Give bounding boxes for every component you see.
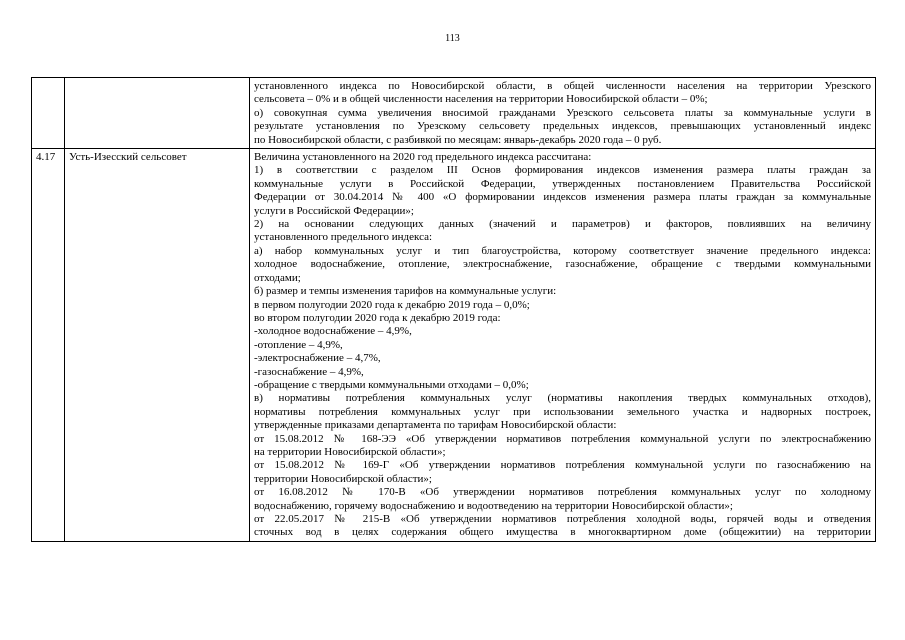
text-line: от 16.08.2012 № 170-В «Об утверждении нормативов потребления коммунальных услуг по холодному: [254, 486, 871, 499]
text-line: коммунальные услуги в Российской Федерации, утвержденных постановлением Правительства Российской: [254, 177, 871, 190]
text-line: -обращение с твердыми коммунальными отходами – 0,0%;: [254, 378, 529, 391]
settlement-name-cell: [65, 78, 250, 149]
text-line: территории Новосибирской области»;: [254, 472, 432, 485]
table-row: [32, 78, 876, 149]
text-line: установленного предельного индекса:: [254, 231, 433, 244]
text-line: холодное водоснабжение, отопление, электроснабжение, газоснабжение, обращение с твердыми коммунальными: [254, 258, 871, 271]
calculation-description-cell: [250, 149, 876, 542]
table-body: [32, 78, 876, 542]
text-line: во втором полугодии 2020 года к декабрю 2019 года:: [254, 311, 501, 324]
text-line: 2) на основании следующих данных (значений и параметров) и факторов, повлиявших на величину: [254, 218, 871, 231]
text-line: б) размер и темпы изменения тарифов на коммунальные услуги:: [254, 285, 557, 298]
text-line: -холодное водоснабжение – 4,9%,: [254, 325, 412, 338]
tariff-index-table: [31, 77, 876, 542]
text-line: от 15.08.2012 № 168-ЭЭ «Об утверждении нормативов потребления коммунальной услуги по электроснабжению: [254, 432, 871, 445]
text-line: о) совокупная сумма увеличения вносимой гражданами Урезского сельсовета платы за коммунальные услуги в: [254, 106, 871, 119]
text-line: отходами;: [254, 271, 301, 284]
text-line: услуги в Российской Федерации»;: [254, 204, 414, 217]
row-number-cell: [32, 78, 65, 149]
text-line: по Новосибирской области, с разбивкой по месяцам: январь-декабрь 2020 года – 0 руб.: [254, 133, 662, 146]
text-line: -отопление – 4,9%,: [254, 338, 343, 351]
text-line: результате установления по Урезскому сельсовету предельных индексов, превышающих установленный индекс: [254, 120, 871, 133]
table-row: [32, 149, 876, 542]
text-line: сточных вод в целях содержания общего имущества в многоквартирном доме (общежитии) на территории: [254, 526, 871, 539]
text-line: водоснабжению, горячему водоснабжению и водоотведению на территории Новосибирской области»;: [254, 499, 733, 512]
text-line: а) набор коммунальных услуг и тип благоустройства, которому соответствует значение предельного индекса:: [254, 244, 871, 257]
text-line: -газоснабжение – 4,9%,: [254, 365, 364, 378]
text-line: -электроснабжение – 4,7%,: [254, 352, 381, 365]
page-number: 113: [445, 33, 460, 44]
text-line: на территории Новосибирской области»;: [254, 445, 446, 458]
text-line: установленного индекса по Новосибирской области, в общей численности населения на территории Урезского: [254, 80, 871, 92]
text-line: сельсовета – 0% и в общей численности населения на территории Новосибирской области – 0%;: [254, 93, 708, 106]
calculation-description-cell: [250, 78, 876, 149]
text-line: в первом полугодии 2020 года к декабрю 2019 года – 0,0%;: [254, 298, 530, 311]
text-line: от 15.08.2012 № 169-Г «Об утверждении нормативов потребления коммунальной услуги по газоснабжению на: [254, 459, 871, 472]
text-line: 1) в соответствии с разделом III Основ формирования индексов изменения размера платы граждан за: [254, 164, 871, 177]
row-number-cell: 4.17: [32, 149, 65, 542]
text-line: Величина установленного на 2020 год предельного индекса рассчитана:: [254, 151, 592, 164]
description-text: [254, 151, 871, 540]
text-line: в) нормативы потребления коммунальных услуг (нормативы накопления твердых коммунальных отходов),: [254, 392, 871, 405]
description-text: [254, 80, 871, 147]
settlement-name-cell: Усть-Изесский сельсовет: [65, 149, 250, 542]
text-line: нормативы потребления коммунальных услуг при использовании земельного участка и надворных построек,: [254, 405, 871, 418]
text-line: от 22.05.2017 № 215-В «Об утверждении нормативов потребления холодной воды, горячей воды и отведения: [254, 513, 871, 525]
text-line: утвержденные приказами департамента по тарифам Новосибирской области:: [254, 419, 617, 432]
text-line: Федерации от 30.04.2014 № 400 «О формировании индексов изменения размера платы граждан за коммунальные: [254, 191, 871, 204]
